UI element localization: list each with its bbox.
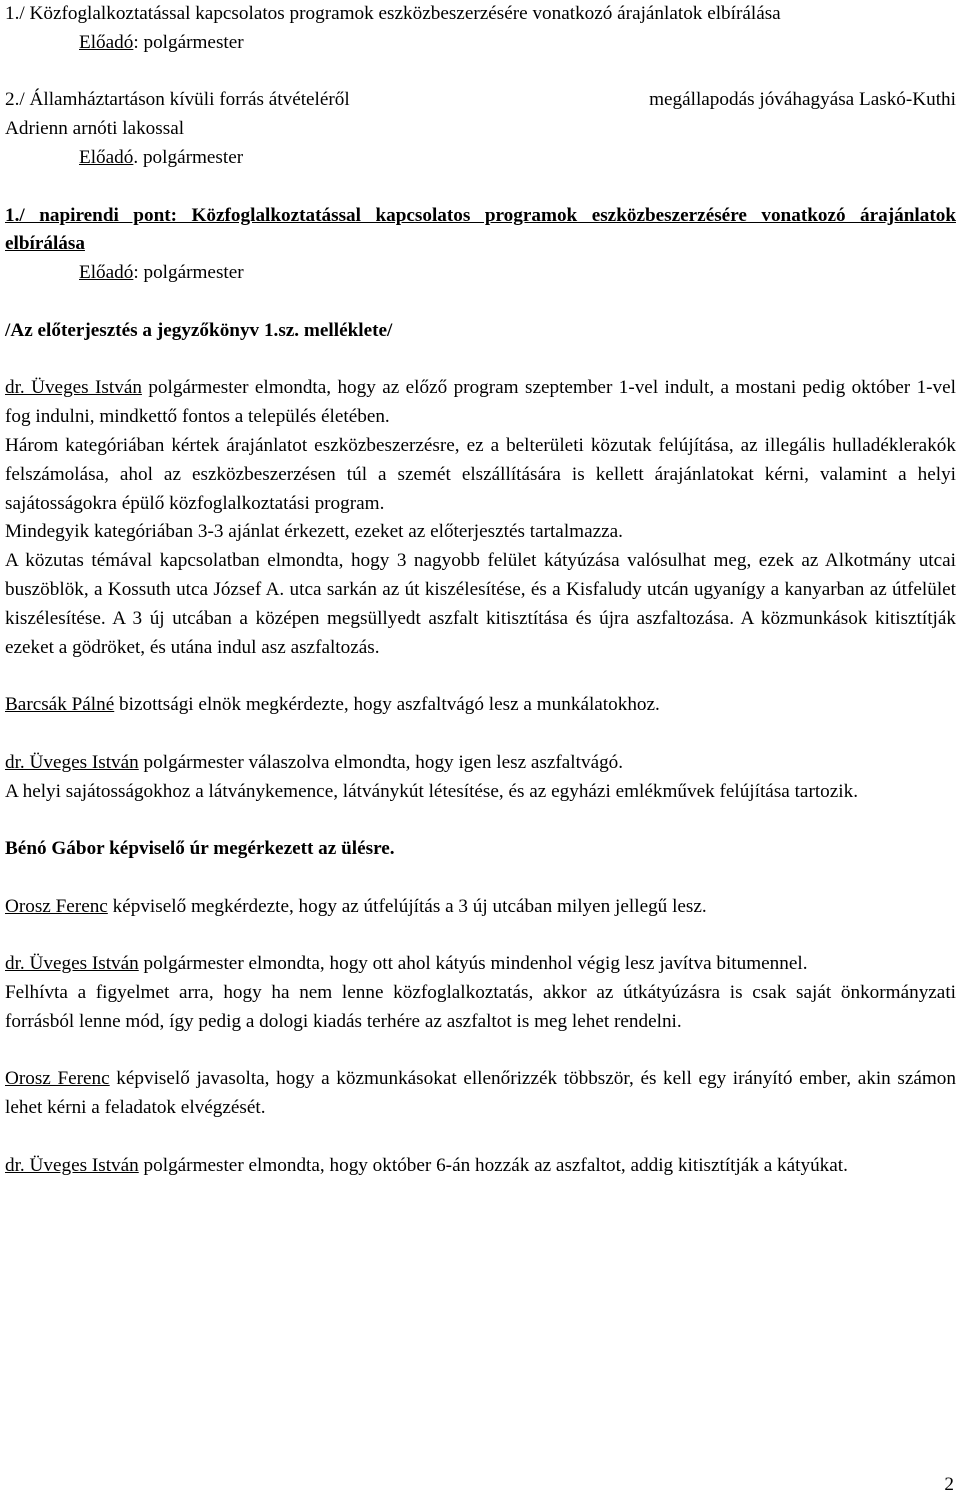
paragraph (5, 893, 956, 922)
paragraph (5, 1065, 956, 1123)
paragraph (5, 374, 956, 432)
paragraph: A közutas témával kapcsolatban elmondta, hogy 3 nagyobb felület kátyúzása valósulhat meg, ezek az Alkotmány utcai buszöblök, a Kossuth utca József A. utca sarkán az út kiszélesítése, és a Kisfaludy utcán ugyanígy a kanyarban az útfelület kiszélesítése. A 3 új utcában a középen megsüllyedt aszfalt kitisztítása és újra aszfaltozása. A közmunkások kitisztítják ezeket a gödröket, és utána indul asz aszfaltozás. (5, 550, 956, 658)
speaker-name: Orosz Ferenc (5, 1068, 110, 1090)
agenda-item-2-right: megállapodás jóváhagyása Laskó-Kuthi (649, 89, 956, 111)
paragraph-text: polgármester elmondta, hogy az előző program szeptember 1-vel indult, a mostani pedig október 1-vel fog indulni, mindkettő fontos a település életében. (5, 377, 956, 428)
paragraph (5, 1152, 956, 1181)
paragraph-text: bizottsági elnök megkérdezte, hogy aszfaltvágó lesz a munkálatokhoz. (114, 694, 660, 716)
paragraph-text: polgármester elmondta, hogy október 6-án hozzák az aszfaltot, addig kitisztítják a kátyúkat. (138, 1154, 848, 1176)
attachment-note: /Az előterjesztés a jegyzőkönyv 1.sz. melléklete/ (5, 319, 393, 341)
agenda-item-2 (5, 86, 956, 115)
paragraph (5, 749, 956, 778)
presenter-rest: : polgármester (133, 262, 244, 284)
agenda-item-2-presenter (5, 144, 956, 173)
presenter-rest: . polgármester (133, 146, 244, 168)
speaker-name: dr. Üveges István (5, 1154, 139, 1176)
presenter-label: Előadó (79, 31, 134, 53)
agenda-item-2-left: 2./ Államháztartáson kívüli forrás átvételéről (5, 89, 350, 111)
presenter-label: Előadó (79, 146, 134, 168)
paragraph (5, 691, 956, 720)
agenda-item-1: 1./ Közfoglalkoztatással kapcsolatos programok eszközbeszerzésére vonatkozó árajánlatok elbírálása (5, 3, 781, 24)
paragraph: Három kategóriában kértek árajánlatot eszközbeszerzésre, ez a belterületi közutak felújítása, az illegális hulladéklerakók felszámolása, ahol az eszközbeszerzésen túl a szemét elszállítására is kellett árajánlatokat kérni, valamint a helyi sajátosságokra épülő közfoglalkoztatási program. (5, 434, 956, 514)
paragraph: A helyi sajátosságokhoz a látványkemence, látványkút létesítése, és az egyházi emlékművek felújítása tartozik. (5, 780, 858, 802)
page-number: 2 (944, 1474, 954, 1495)
paragraph (5, 950, 956, 979)
speaker-name: Barcsák Pálné (5, 694, 115, 716)
presenter-label: Előadó (79, 262, 134, 284)
paragraph-text: képviselő megkérdezte, hogy az útfelújítás a 3 új utcában milyen jellegű lesz. (107, 895, 707, 917)
speaker-name: dr. Üveges István (5, 953, 139, 975)
agenda-point-heading: 1./ napirendi pont: Közfoglalkoztatással kapcsolatos programok eszközbeszerzésére vonatkozó árajánlatok elbírálása (5, 204, 956, 255)
paragraph-text: képviselő javasolta, hogy a közmunkásokat ellenőrizzék többször, és kell egy irányító ember, akin számon lehet kérni a feladatok elvégzését. (5, 1068, 956, 1119)
agenda-item-1-presenter (5, 29, 956, 58)
speaker-name: dr. Üveges István (5, 377, 142, 399)
paragraph: Felhívta a figyelmet arra, hogy ha nem lenne közfoglalkoztatás, akkor az útkátyúzásra is csak saját önkormányzati forrásból lenne mód, így pedig a dologi kiadás terhére az aszfaltot is meg lehet rendelni. (5, 982, 956, 1032)
document-page (5, 0, 956, 1181)
arrival-note: Bénó Gábor képviselő úr megérkezett az ülésre. (5, 838, 395, 860)
paragraph: Mindegyik kategóriában 3-3 ajánlat érkezett, ezeket az előterjesztés tartalmazza. (5, 521, 623, 543)
point-presenter (5, 259, 956, 288)
speaker-name: Orosz Ferenc (5, 895, 108, 917)
paragraph-text: polgármester elmondta, hogy ott ahol kátyús mindenhol végig lesz javítva bitumennel. (138, 953, 808, 975)
speaker-name: dr. Üveges István (5, 751, 139, 773)
paragraph-text: polgármester válaszolva elmondta, hogy igen lesz aszfaltvágó. (138, 751, 624, 773)
presenter-rest: : polgármester (133, 31, 244, 53)
agenda-item-2-line2: Adrienn arnóti lakossal (5, 118, 185, 140)
